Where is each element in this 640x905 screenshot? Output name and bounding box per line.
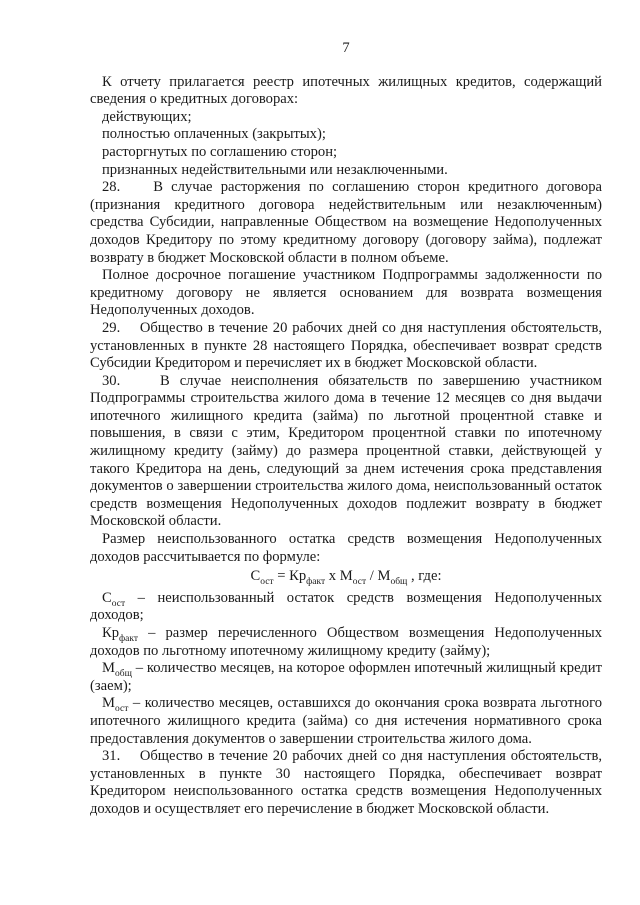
formula-tail: , где: <box>407 568 442 585</box>
paragraph-30-formula-intro: Размер неиспользованного остатка средств возмещения Недополученных доходов рассчитывается по формуле: <box>90 531 602 565</box>
page-number: 7 <box>342 40 350 56</box>
formula-kr-sub: факт <box>306 577 326 588</box>
definition-symbol: С <box>102 589 112 606</box>
formula-kr: Кр <box>289 568 307 585</box>
definition-m-obsh <box>90 660 602 695</box>
definition-subscript: ост <box>111 598 126 609</box>
formula-eq: = <box>273 568 290 585</box>
list-item-terminated: расторгнутых по соглашению сторон; <box>102 143 338 160</box>
paragraph-31: 31. Общество в течение 20 рабочих дней со дня наступления обстоятельств, установленных в пункте 30 настоящего Порядка, обеспечивает возврат Кредитором неиспользованного остатка средств возмещения Недополученных доходов и осуществляет его перечисление в бюджет Московской области. <box>90 748 602 817</box>
definition-c-ost <box>90 590 602 625</box>
list-item-active: действующих; <box>102 108 192 125</box>
definition-subscript: общ <box>114 669 132 680</box>
formula-c-sub: ост <box>260 577 274 588</box>
definition-symbol: Кр <box>102 625 120 641</box>
formula-m1: М <box>339 568 353 585</box>
formula-m2: М <box>377 568 391 585</box>
formula-slash: / <box>366 568 378 585</box>
paragraph-28: 28. В случае расторжения по соглашению сторон кредитного договора (признания кредитного договора недействительным или незаключенным) средства Субсидии, направленные Обществом на возмещение Недополученных доходов Кредитору по этому кредитному договору (договору займа), подлежат возврату в бюджет Московской области в полном объеме. <box>90 179 602 266</box>
definition-subscript: ост <box>114 704 129 715</box>
definition-m-ost <box>90 695 602 748</box>
definition-subscript: факт <box>119 633 139 644</box>
paragraph-28-continued: Полное досрочное погашение участником Подпрограммы задолженности по кредитному договору не является основанием для возврата возмещения Недополученных доходов. <box>90 267 602 319</box>
list-item-paid: полностью оплаченных (закрытых); <box>102 126 326 143</box>
definition-text: – количество месяцев, на которое оформлен ипотечный жилищный кредит (заем); <box>90 660 602 694</box>
definition-text: – неиспользованный остаток средств возмещения Недополученных доходов; <box>90 589 602 624</box>
definition-symbol: М <box>102 660 115 677</box>
formula-times: х <box>325 568 340 585</box>
list-item-invalid: признанных недействительными или незаключенными. <box>102 161 448 178</box>
definition-kr-fakt <box>90 625 602 660</box>
definition-symbol: М <box>102 695 115 712</box>
definition-text: – размер перечисленного Обществом возмещения Недополученных доходов по льготному ипотечному жилищному кредиту (займу); <box>90 625 602 659</box>
paragraph-report-registry: К отчету прилагается реестр ипотечных жилищных кредитов, содержащий сведения о кредитных договорах: <box>90 73 602 108</box>
definition-text: – количество месяцев, оставшихся до окончания срока возврата льготного ипотечного жилищного кредита (займа) со дня истечения нормативного срока предоставления документов о завершении строительства жилого дома. <box>90 695 602 747</box>
formula-m2-sub: общ <box>390 577 408 588</box>
formula <box>90 568 602 586</box>
paragraph-29: 29. Общество в течение 20 рабочих дней со дня наступления обстоятельств, установленных в пункте 28 настоящего Порядка, обеспечивает возврат средств Субсидии Кредитором и перечисляет их в бюджет Московской области. <box>90 319 602 372</box>
formula-m1-sub: ост <box>352 577 367 588</box>
paragraph-30: 30. В случае неисполнения обязательств по завершению участником Подпрограммы строительства жилого дома в течение 12 месяцев со дня выдачи ипотечного жилищного кредита (займа) по льготной процентной ставке и повышения, в связи с этим, Кредитором процентной ставки по ипотечному жилищному кредиту (займу) до размера процентной ставки, действующей у такого Кредитора на день, следующий за днем истечения срока представления документов о завершении строительства жилого дома, неиспользованный остаток средств возмещения Недополученных доходов подлежит возврату в бюджет Московской области. <box>90 372 602 530</box>
formula-c: С <box>250 568 261 585</box>
